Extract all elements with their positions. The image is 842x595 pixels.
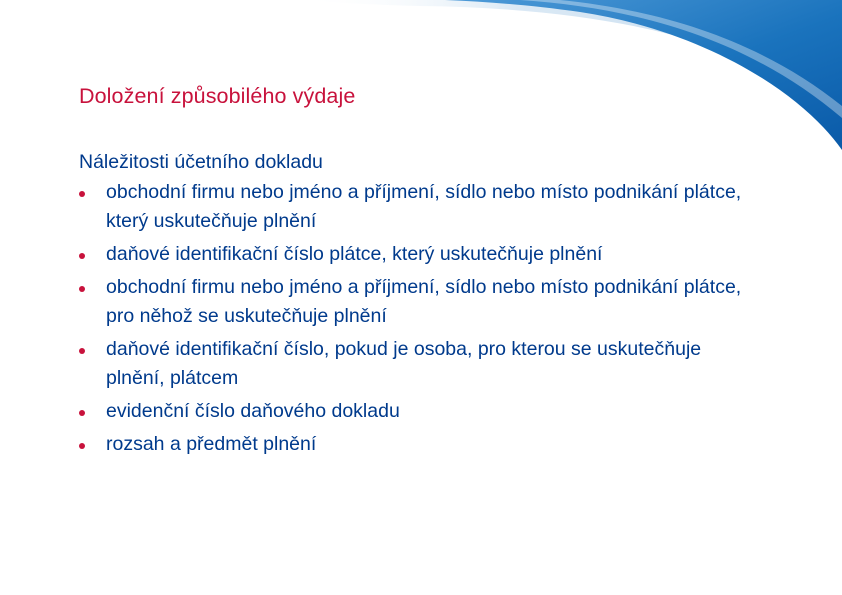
list-item — [79, 397, 759, 426]
list-item — [79, 178, 759, 236]
list-item-text: obchodní firmu nebo jméno a příjmení, sídlo nebo místo podnikání plátce, pro něhož se uskutečňuje plnění — [106, 276, 742, 327]
round-bullet-icon — [79, 253, 85, 259]
subheading: Náležitosti účetního dokladu — [79, 151, 323, 173]
round-bullet-icon — [79, 443, 85, 449]
list-item-text: evidenční číslo daňového dokladu — [106, 400, 400, 422]
slide-content — [79, 148, 759, 463]
list-item-text: obchodní firmu nebo jméno a příjmení, sídlo nebo místo podnikání plátce, který uskutečňuje plnění — [106, 181, 742, 232]
round-bullet-icon — [79, 348, 85, 354]
list-item — [79, 240, 759, 269]
slide-title: Doložení způsobilého výdaje — [79, 84, 356, 108]
round-bullet-icon — [79, 286, 85, 292]
list-item — [79, 430, 759, 459]
list-item-text: rozsah a předmět plnění — [106, 433, 317, 455]
list-item-text: daňové identifikační číslo plátce, který uskutečňuje plnění — [106, 243, 603, 265]
round-bullet-icon — [79, 191, 85, 197]
bullet-list — [79, 178, 759, 459]
list-item — [79, 335, 759, 393]
list-item-text: daňové identifikační číslo, pokud je osoba, pro kterou se uskutečňuje plnění, plátcem — [106, 338, 702, 389]
round-bullet-icon — [79, 410, 85, 416]
list-item — [79, 273, 759, 331]
